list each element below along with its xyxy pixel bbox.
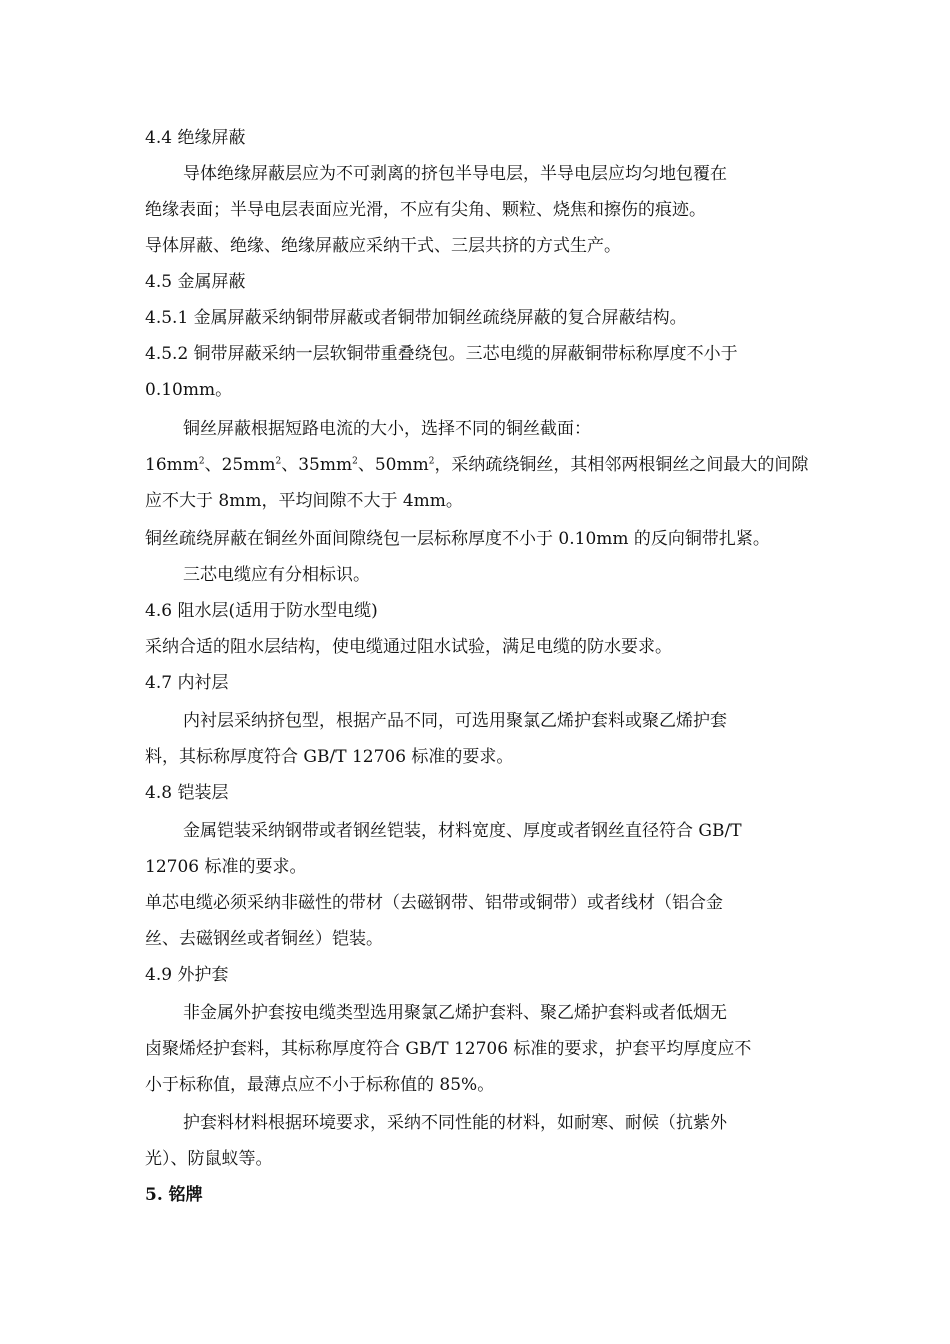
superscript: 2: [198, 456, 205, 467]
section-4-4-heading: 4.4 绝缘屏蔽: [145, 128, 246, 148]
paragraph-line: 丝、去磁钢丝或者铜丝）铠装。: [145, 929, 383, 949]
paragraph-line: 料，其标称厚度符合 GB/T 12706 标准的要求。: [145, 747, 514, 767]
superscript: 2: [352, 456, 358, 467]
superscript: 2: [275, 456, 282, 467]
superscript: 2: [428, 456, 435, 467]
paragraph-line: 导体绝缘屏蔽层应为不可剥离的挤包半导电层，半导电层应均匀地包覆在: [183, 164, 727, 184]
paragraph-line: 非金属外护套按电缆类型选用聚氯乙烯护套料、聚乙烯护套料或者低烟无: [183, 1003, 727, 1023]
paragraph-line: 铜丝疏绕屏蔽在铜丝外面间隙绕包一层标称厚度不小于 0.10mm 的反向铜带扎紧。: [145, 529, 770, 549]
paragraph-line: 内衬层采纳挤包型，根据产品不同，可选用聚氯乙烯护套料或聚乙烯护套: [183, 711, 727, 731]
wire-size: 16mm: [145, 455, 199, 475]
wire-size: 、50mm: [357, 455, 429, 475]
paragraph-line: 0.10mm。: [145, 380, 233, 400]
wire-size: 、35mm: [281, 455, 353, 475]
paragraph-line: 三芯电缆应有分相标识。: [183, 565, 370, 585]
paragraph-line: 采纳合适的阻水层结构，使电缆通过阻水试验，满足电缆的防水要求。: [145, 637, 672, 657]
paragraph-line: 光）、防鼠蚁等。: [145, 1149, 273, 1169]
paragraph-line: 小于标称值，最薄点应不小于标称值的 85%。: [145, 1075, 495, 1095]
paragraph-line: 铜丝屏蔽根据短路电流的大小，选择不同的铜丝截面：: [183, 419, 591, 439]
paragraph-line: 单芯电缆必须采纳非磁性的带材（去磁钢带、铝带或铜带）或者线材（铝合金: [145, 893, 723, 913]
paragraph-line: 绝缘表面；半导电层表面应光滑，不应有尖角、颗粒、烧焦和擦伤的痕迹。: [145, 200, 706, 220]
wire-size: 、25mm: [204, 455, 276, 475]
paragraph-line: 金属铠装采纳钢带或者钢丝铠装，材料宽度、厚度或者钢丝直径符合 GB/T: [183, 821, 742, 841]
section-4-6-heading: 4.6 阻水层(适用于防水型电缆): [145, 601, 378, 621]
section-4-7-heading: 4.7 内衬层: [145, 673, 229, 693]
paragraph-line: 卤聚烯烃护套料，其标称厚度符合 GB/T 12706 标准的要求，护套平均厚度应不: [145, 1039, 752, 1059]
section-4-5-heading: 4.5 金属屏蔽: [145, 272, 246, 292]
paragraph-line: 12706 标准的要求。: [145, 857, 307, 877]
paragraph-line: 护套料材料根据环境要求，采纳不同性能的材料，如耐寒、耐候（抗紫外: [183, 1113, 727, 1133]
paragraph-line: 4.5.2 铜带屏蔽采纳一层软铜带重叠绕包。三芯电缆的屏蔽铜带标称厚度不小于: [145, 344, 738, 364]
paragraph-line: 导体屏蔽、绝缘、绝缘屏蔽应采纳干式、三层共挤的方式生产。: [145, 236, 621, 256]
section-4-9-heading: 4.9 外护套: [145, 965, 229, 985]
section-4-8-heading: 4.8 铠装层: [145, 783, 229, 803]
wire-sizes-rest: ，采纳疏绕铜丝，其相邻两根铜丝之间最大的间隙: [434, 455, 809, 475]
wire-sizes-line: [145, 454, 808, 476]
section-5-heading: 5. 铭牌: [145, 1185, 203, 1205]
paragraph-line: 应不大于 8mm，平均间隙不大于 4mm。: [145, 491, 463, 511]
paragraph-line: 4.5.1 金属屏蔽采纳铜带屏蔽或者铜带加铜丝疏绕屏蔽的复合屏蔽结构。: [145, 308, 687, 328]
